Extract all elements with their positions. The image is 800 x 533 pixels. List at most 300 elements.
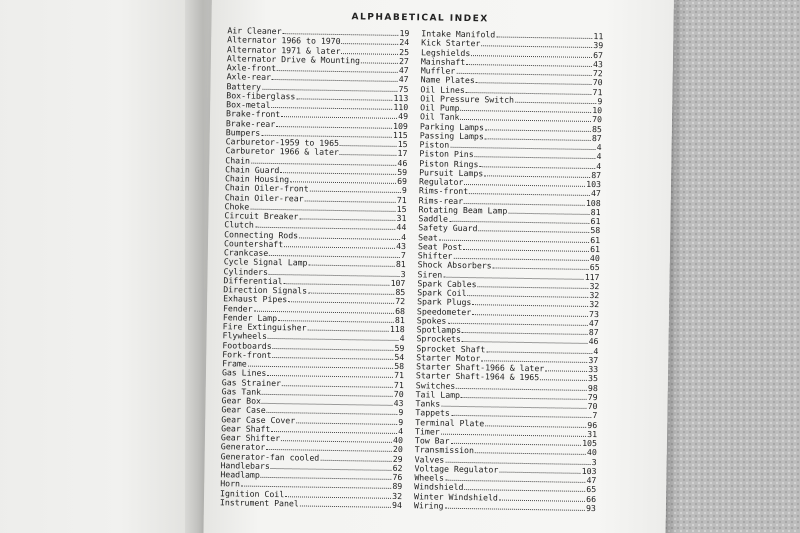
entry-name: Generator [220,441,266,453]
dot-leader [476,76,592,85]
entry-name: Chain Guard [225,163,280,175]
entry-page-number: 47 [398,74,409,85]
dot-leader [269,267,400,276]
entry-page-number: 31 [396,212,407,224]
entry-name: Flywheels [222,330,268,342]
entry-name: Transmission [414,444,475,456]
entry-name: Oil Pump [420,102,460,113]
dot-leader [456,67,592,76]
entry-name: Gear Case Cover [221,413,296,425]
dot-leader [273,341,394,350]
entry-name: Choke [224,200,250,212]
entry-page-number: 47 [590,188,601,199]
dot-leader [481,39,592,48]
dot-leader [280,166,396,175]
dot-leader [456,381,587,390]
entry-page-number: 25 [399,46,410,57]
dot-leader [499,465,580,473]
entry-name: Brake-front [225,108,281,120]
entry-name: Gear Shaft [221,422,271,434]
entry-page-number: 61 [590,234,601,245]
entry-name: Seat Post [417,241,463,252]
entry-page-number: 89 [392,481,403,492]
entry-page-number: 32 [589,299,600,310]
entry-page-number: 103 [581,465,597,476]
entry-page-number: 32 [589,289,600,301]
entry-name: Rotating Beam Lamp [418,204,508,216]
entry-page-number: 4 [401,231,407,242]
entry-page-number: 70 [592,114,603,125]
dot-leader [262,82,398,91]
entry-name: Clutch [224,219,254,230]
dot-leader [267,369,393,378]
entry-name: Direction Signals [223,284,308,296]
entry-page-number: 47 [586,474,597,486]
entry-name: Fire Extinguisher [222,321,307,333]
entry-name: Instrument Panel [219,496,299,509]
entry-name: Crankcase [223,247,269,258]
dot-leader [273,351,394,360]
entry-page-number: 66 [586,493,597,504]
entry-page-number: 117 [584,271,600,282]
entry-page-number: 7 [400,250,406,261]
entry-name: Fender [222,302,253,314]
dot-leader [296,416,397,425]
entry-page-number: 108 [585,197,601,208]
entry-page-number: 69 [397,175,408,187]
entry-name: Chain Housing [224,173,290,185]
entry-page-number: 4 [593,345,599,356]
entry-page-number: 15 [397,138,408,150]
entry-name: Saddle [418,213,449,224]
dot-leader [285,490,391,499]
dot-leader [271,425,397,434]
entry-name: Switches [415,379,456,391]
entry-name: Winter Windshield [414,490,498,503]
dot-leader [340,148,397,156]
entry-name: Kick Starter [421,37,481,49]
entry-page-number: 31 [587,428,598,439]
dot-leader [499,493,585,501]
entry-page-number: 81 [395,259,406,270]
entry-name: Siren [417,268,443,280]
dot-leader [460,113,591,122]
dot-leader [272,73,398,82]
dot-leader [464,178,585,187]
entry-page-number: 87 [591,169,602,180]
entry-name: Gas Strainer [221,376,282,388]
dot-leader [241,480,392,489]
dot-leader [299,231,400,240]
entry-page-number: 32 [589,280,600,291]
entry-page-number: 4 [596,160,602,171]
dot-leader [466,58,592,67]
entry-name: Oil Lines [420,83,465,95]
dot-leader [278,314,394,323]
entry-name: Connecting Rods [224,228,299,240]
entry-page-number: 110 [393,101,409,113]
entry-name: Handlebars [220,459,270,471]
entry-page-number: 46 [397,157,408,168]
dot-leader [462,326,588,335]
entry-page-number: 54 [394,351,405,362]
entry-page-number: 4 [596,142,602,153]
dot-leader [248,360,394,369]
entry-name: Oil Pressure Switch [420,93,515,105]
dot-leader [281,110,397,119]
entry-name: Headlamp [220,469,260,480]
entry-page-number: 105 [582,437,598,449]
entry-page-number: 71 [394,370,405,381]
entry-page-number: 43 [396,240,407,251]
entry-page-number: 33 [588,363,599,375]
entry-name: Regulator [418,176,464,187]
dot-leader [508,206,590,214]
dot-leader [266,443,392,452]
entry-page-number: 76 [392,471,403,483]
index-page [203,0,674,533]
entry-name: Wiring [413,499,444,511]
dot-leader [485,419,586,428]
dot-leader [484,169,590,178]
dot-leader [262,397,393,406]
entry-name: Starter Motor [416,352,481,364]
entry-name: Gear Case [221,404,266,416]
entry-page-number: 9 [401,185,407,196]
entry-page-number: 85 [395,286,406,298]
entry-name: Spotlamps [416,324,462,335]
entry-page-number: 61 [590,243,601,254]
entry-name: Gas Lines [221,367,267,379]
entry-name: Exhaust Pipes [223,293,288,305]
entry-name: Name Plates [420,74,475,86]
dot-leader [254,304,395,313]
entry-page-number: 39 [593,40,604,51]
entry-name: Piston Pins [419,148,474,160]
entry-page-number: 71 [592,86,603,97]
entry-page-number: 4 [398,425,404,436]
entry-page-number: 49 [398,111,409,122]
entry-name: Horn [220,478,241,489]
dot-leader [464,196,585,205]
entry-name: Tow Bar [414,435,450,446]
entry-page-number: 87 [591,132,602,143]
entry-name: Shifter [417,250,453,261]
entry-name: Fender Lamp [222,311,278,323]
entry-page-number: 40 [589,252,600,264]
entry-page-number: 15 [396,203,407,214]
entry-name: Spark Plugs [417,296,472,308]
dot-leader [443,270,584,279]
dot-leader [310,185,401,193]
dot-leader [342,37,399,45]
entry-page-number: 43 [592,58,603,69]
entry-name: Generator-fan cooled [220,450,320,463]
entry-page-number: 75 [398,83,409,94]
entry-page-number: 9 [398,407,404,418]
dot-leader [441,427,587,436]
left-page [0,0,190,533]
dot-leader [479,160,595,169]
entry-page-number: 40 [586,447,597,458]
entry-name: Gear Box [221,395,262,406]
dot-leader [444,501,585,510]
entry-name: Spark Coil [417,287,467,299]
entry-page-number: 70 [393,388,404,399]
entry-page-number: 62 [392,462,403,473]
entry-name: Carburetor-1959 to 1965 [225,136,340,149]
dot-leader [320,453,392,461]
entry-page-number: 81 [394,314,405,325]
dot-leader [284,277,390,286]
entry-page-number: 85 [591,123,602,134]
entry-name: Starter Shaft-1966 & later [416,361,545,374]
entry-name: Fork-front [222,348,272,360]
entry-name: Seat [418,231,438,243]
entry-page-number: 65 [586,484,597,495]
dot-leader [461,391,587,400]
entry-name: Axle-front [226,62,277,74]
entry-name: Footboards [222,339,272,351]
entry-page-number: 70 [587,400,598,412]
dot-leader [283,27,399,36]
index-column-left [220,26,410,510]
entry-name: Terminal Plate [415,416,485,428]
entry-page-number: 59 [394,342,405,353]
entry-name: Frame [222,358,247,369]
entry-page-number: 70 [592,77,603,88]
dot-leader [462,335,588,344]
entry-name: Piston Rings [419,157,479,169]
dot-leader [308,259,394,267]
dot-leader [361,56,398,64]
dot-leader [472,308,588,317]
entry-name: Chain [225,154,251,166]
entry-name: Intake Manifold [421,28,496,40]
entry-name: Piston [419,139,450,150]
dot-leader [340,139,397,147]
dot-leader [307,324,388,332]
entry-page-number: 103 [586,178,602,190]
entry-name: Rims-front [418,185,469,197]
dot-leader [471,49,592,58]
dot-leader [451,409,592,418]
entry-page-number: 87 [588,326,599,338]
entry-page-number: 81 [590,206,601,217]
dot-leader [469,187,590,196]
dot-leader [464,483,585,492]
entry-page-number: 37 [588,354,599,365]
dot-leader [478,280,589,289]
entry-name: Brake-rear [225,117,276,129]
entry-name: Air Cleaner [227,25,282,37]
entry-name: Box-fiberglass [226,89,296,102]
entry-name: Windshield [414,481,464,493]
entry-name: Legshields [420,46,471,58]
entry-name: Spokes [416,315,447,326]
entry-name: Rims-rear [418,194,464,206]
dot-leader [282,379,393,388]
dot-leader [299,212,395,221]
entry-name: Oil Tank [419,111,460,123]
dot-leader [475,446,586,455]
index-entry [220,498,402,510]
entry-page-number: 4 [399,333,405,344]
dot-leader [461,104,592,113]
entry-name: Voltage Regulator [414,462,499,475]
dot-leader [475,150,596,159]
entry-page-number: 9 [398,416,404,427]
entry-name: Shock Absorbers [417,259,492,271]
dot-leader [478,224,589,233]
entry-name: Gas Tank [221,385,262,397]
index-column-right [414,29,604,513]
dot-leader [305,194,396,202]
entry-name: Valves [414,453,445,465]
dot-leader [341,47,398,55]
entry-page-number: 35 [588,373,599,384]
entry-page-number: 19 [399,27,410,39]
dot-leader [308,287,394,295]
entry-name: Chain Oiler-front [224,182,309,194]
dot-leader [496,30,592,39]
entry-page-number: 9 [597,95,603,106]
entry-name: Countershaft [223,237,284,249]
entry-page-number: 46 [588,336,599,347]
dot-leader [463,243,589,252]
entry-page-number: 43 [393,397,404,409]
entry-page-number: 59 [397,166,408,177]
entry-page-number: 20 [392,444,403,455]
dot-leader [441,400,587,409]
entry-name: Cycle Signal Lamp [223,256,308,268]
entry-name: Tappets [415,407,450,419]
entry-name: Cylinders [223,265,269,277]
dot-leader [268,332,399,341]
entry-name: Tail Lamp [415,388,461,400]
dot-leader [271,462,392,471]
entry-page-number: 58 [394,360,405,372]
entry-page-number: 67 [593,49,604,60]
entry-page-number: 118 [389,323,405,335]
entry-page-number: 47 [588,317,599,328]
dot-leader [276,120,392,129]
dot-leader [288,295,394,304]
entry-name: Pursuit Lamps [419,167,484,179]
entry-page-number: 98 [587,382,598,393]
dot-leader [296,92,392,101]
entry-page-number: 79 [587,391,598,402]
entry-name: Battery [226,80,262,92]
entry-page-number: 72 [592,67,603,79]
entry-name: Passing Lamps [419,130,484,142]
entry-name: Sprocket Shaft [416,342,486,354]
entry-name: Sprockets [416,333,461,345]
entry-page-number: 72 [395,296,406,307]
entry-page-number: 96 [587,419,598,430]
entry-name: Alternator 1966 to 1970 [227,34,341,47]
entry-name: Speedometer [416,305,472,317]
entry-page-number: 115 [392,129,408,140]
dot-leader [485,132,591,141]
entry-page-number: 44 [396,222,407,233]
dot-leader [485,123,591,132]
dot-leader [447,316,588,325]
entry-name: Timer [415,425,440,437]
entry-name: Circuit Breaker [224,210,299,222]
dot-leader [466,85,592,94]
entry-page-number: 61 [590,215,601,227]
entry-name: Gear Shifter [220,432,281,444]
dot-leader [267,406,398,415]
entry-page-number: 107 [390,277,406,288]
entry-page-number: 32 [392,490,403,501]
dot-leader [272,101,393,110]
dot-leader [255,221,396,230]
dot-leader [486,345,592,354]
entry-name: Bumpers [225,126,261,138]
entry-page-number: 40 [393,434,404,446]
entry-page-number: 7 [592,410,598,421]
entry-page-number: 58 [590,225,601,236]
entry-name: Box-metal [226,99,271,110]
entry-name: Chain Oiler-rear [224,191,304,203]
dot-leader [262,388,393,397]
entry-name: Wheels [414,472,445,483]
entry-page-number: 68 [395,305,406,316]
entry-name: Ignition Coil [220,487,285,499]
entry-name: Mainshaft [420,56,466,67]
index-title: ALPHABETICAL INDEX [351,12,489,25]
dot-leader [290,175,396,184]
entry-page-number: 65 [589,262,600,273]
entry-name: Axle-rear [226,71,272,83]
entry-name: Parking Lamps [419,120,485,132]
entry-page-number: 17 [397,148,408,159]
entry-name: Spark Cables [417,278,477,289]
entry-name: Muffler [420,65,456,76]
entry-page-number: 71 [393,379,404,390]
dot-leader [481,354,587,363]
dot-leader [277,64,398,73]
entry-name: Differential [223,274,283,286]
entry-page-number: 94 [392,499,403,510]
entry-page-number: 4 [596,151,602,162]
entry-page-number: 73 [589,308,600,319]
entry-page-number: 93 [585,502,596,513]
entry-page-number: 27 [398,55,409,66]
index-entry [414,501,596,513]
entry-name: Alternator Drive & Mounting [226,52,361,66]
entry-page-number: 11 [593,30,604,42]
entry-page-number: 113 [393,92,409,103]
entry-name: Safety Guard [418,222,478,234]
dot-leader [281,434,392,443]
dot-leader [515,96,596,104]
entry-page-number: 71 [396,194,407,205]
dot-leader [261,471,392,480]
entry-name: Alternator 1971 & later [227,43,341,56]
dot-leader [545,364,587,372]
entry-page-number: 3 [400,268,406,279]
dot-leader [300,499,391,507]
entry-page-number: 109 [393,120,408,131]
entry-page-number: 3 [591,456,597,467]
entry-name: Carburetor 1966 & later [225,145,339,158]
dot-leader [540,373,587,381]
entry-page-number: 47 [398,64,409,76]
entry-name: Tanks [415,398,441,409]
